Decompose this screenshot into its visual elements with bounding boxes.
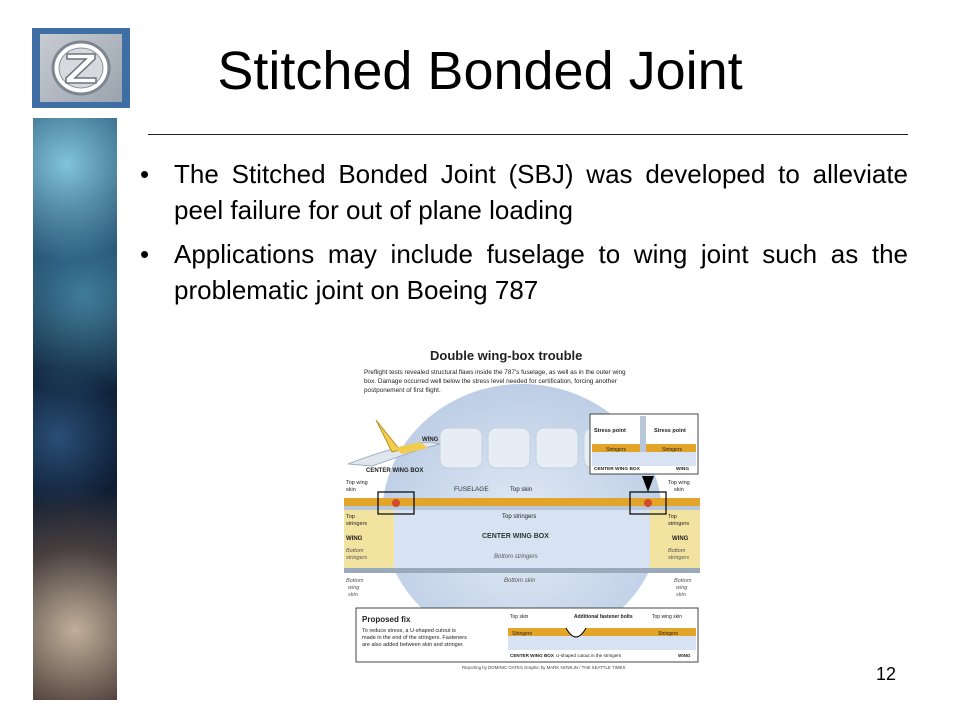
fix-wing-label: WING — [678, 653, 691, 658]
fix-box — [508, 636, 696, 650]
fix-top-wing-skin-label: Top wing skin — [652, 614, 683, 620]
top-skin-label: Top skin — [510, 487, 533, 493]
figure-title: Double wing-box trouble — [430, 348, 583, 363]
decorative-space-strip — [33, 118, 117, 700]
bullet-text: The Stitched Bonded Joint (SBJ) was developed to alleviate peel failure for out of plane loading — [174, 159, 908, 225]
right-top-wing-skin-label: Top wing — [668, 480, 690, 486]
top-stringers-label: Top stringers — [502, 514, 537, 520]
inset-stress-point-label: Stress point — [654, 428, 686, 434]
stress-marker — [392, 499, 400, 507]
right-top-wing-skin-label: skin — [674, 487, 684, 493]
inset-wing-label: WING — [676, 467, 690, 472]
right-bottom-stringers-label: Bottom — [668, 548, 686, 554]
left-wing-label: WING — [346, 536, 363, 542]
window-shape — [440, 428, 482, 468]
inset-center-box-label: CENTER WING BOX — [594, 467, 640, 472]
left-bottom-stringers-label: Bottom — [346, 548, 364, 554]
plane-wing-label: WING — [422, 437, 439, 443]
company-logo — [32, 28, 130, 108]
right-bottom-wing-skin-label: Bottom — [674, 578, 692, 584]
bottom-skin-label: Bottom skin — [504, 578, 536, 584]
wing-box-diagram — [344, 346, 700, 672]
bottom-stringers-label: Bottom stringers — [494, 554, 538, 560]
figure-intro-line: box. Damage occurred well below the stress level needed for certification, forcing another — [364, 378, 617, 385]
fuselage-label: FUSELAGE — [454, 486, 489, 493]
fix-line: are also added between skin and stringer. — [362, 642, 464, 648]
right-bottom-stringers-label: stringers — [668, 555, 690, 561]
bullet-list — [140, 156, 908, 316]
fix-stringers-label: Stringers — [512, 631, 533, 637]
inset-rib — [640, 416, 646, 452]
figure-credit: Reporting by DOMINIC GATES Graphic by MARK NOWLIN / THE SEATTLE TIMES — [462, 665, 626, 670]
fix-center-box-label: CENTER WING BOX — [510, 653, 554, 658]
figure-intro-line: postponement of first flight. — [364, 387, 441, 394]
window-shape — [536, 428, 578, 468]
bottom-skin-band — [344, 568, 700, 573]
right-wing-label: WING — [672, 536, 689, 542]
title-divider — [148, 134, 908, 135]
bullet-item — [140, 156, 908, 228]
fix-line: To reduce stress, a U-shaped cutout is — [362, 628, 456, 634]
figure-intro-line: Preflight tests revealed structural flaws inside the 787's fuselage, as well as in the outer wing — [364, 369, 626, 376]
fix-bolts-label: Additional fastener bolts — [574, 614, 633, 620]
left-bottom-wing-skin-label: skin — [348, 592, 358, 598]
fix-u-cutout-label: U-shaped cutout in the stringers — [556, 653, 622, 658]
right-top-stringers-label: stringers — [668, 521, 690, 527]
z-logo-icon — [50, 38, 112, 98]
right-top-stringers-label: Top — [668, 514, 677, 520]
plane-center-box-label: CENTER WING BOX — [366, 468, 424, 474]
fix-top-skin-label: Top skin — [510, 614, 529, 620]
left-top-stringers-label: Top — [346, 514, 355, 520]
bullet-item — [140, 236, 908, 308]
left-top-wing-skin-label: skin — [346, 487, 356, 493]
inset-stringers-label: Stringers — [606, 447, 627, 453]
inset-stress-point-label: Stress point — [594, 428, 626, 434]
page-number: 12 — [876, 664, 897, 684]
right-bottom-wing-skin-label: wing — [676, 585, 688, 591]
inset-box — [592, 452, 696, 466]
wing-box-figure — [344, 346, 700, 672]
bullet-icon: • — [140, 239, 150, 269]
fix-stringers-label: Stringers — [658, 631, 679, 637]
fix-line: made in the end of the stringers. Fasteners — [362, 635, 467, 641]
right-bottom-wing-skin-label: skin — [676, 592, 686, 598]
stress-marker — [644, 499, 652, 507]
left-top-wing-skin-label: Top wing — [346, 480, 368, 486]
bullet-icon: • — [140, 159, 150, 189]
inset-stringers-label: Stringers — [662, 447, 683, 453]
center-wing-box-label: CENTER WING BOX — [482, 533, 549, 540]
bullet-text: Applications may include fuselage to wing joint such as the problematic joint on Boeing 787 — [174, 239, 908, 305]
slide-title: Stitched Bonded Joint — [217, 41, 743, 101]
left-bottom-wing-skin-label: Bottom — [346, 578, 364, 584]
window-shape — [488, 428, 530, 468]
left-bottom-stringers-label: stringers — [346, 555, 368, 561]
left-top-stringers-label: stringers — [346, 521, 368, 527]
left-bottom-wing-skin-label: wing — [348, 585, 360, 591]
fix-title: Proposed fix — [362, 615, 411, 624]
